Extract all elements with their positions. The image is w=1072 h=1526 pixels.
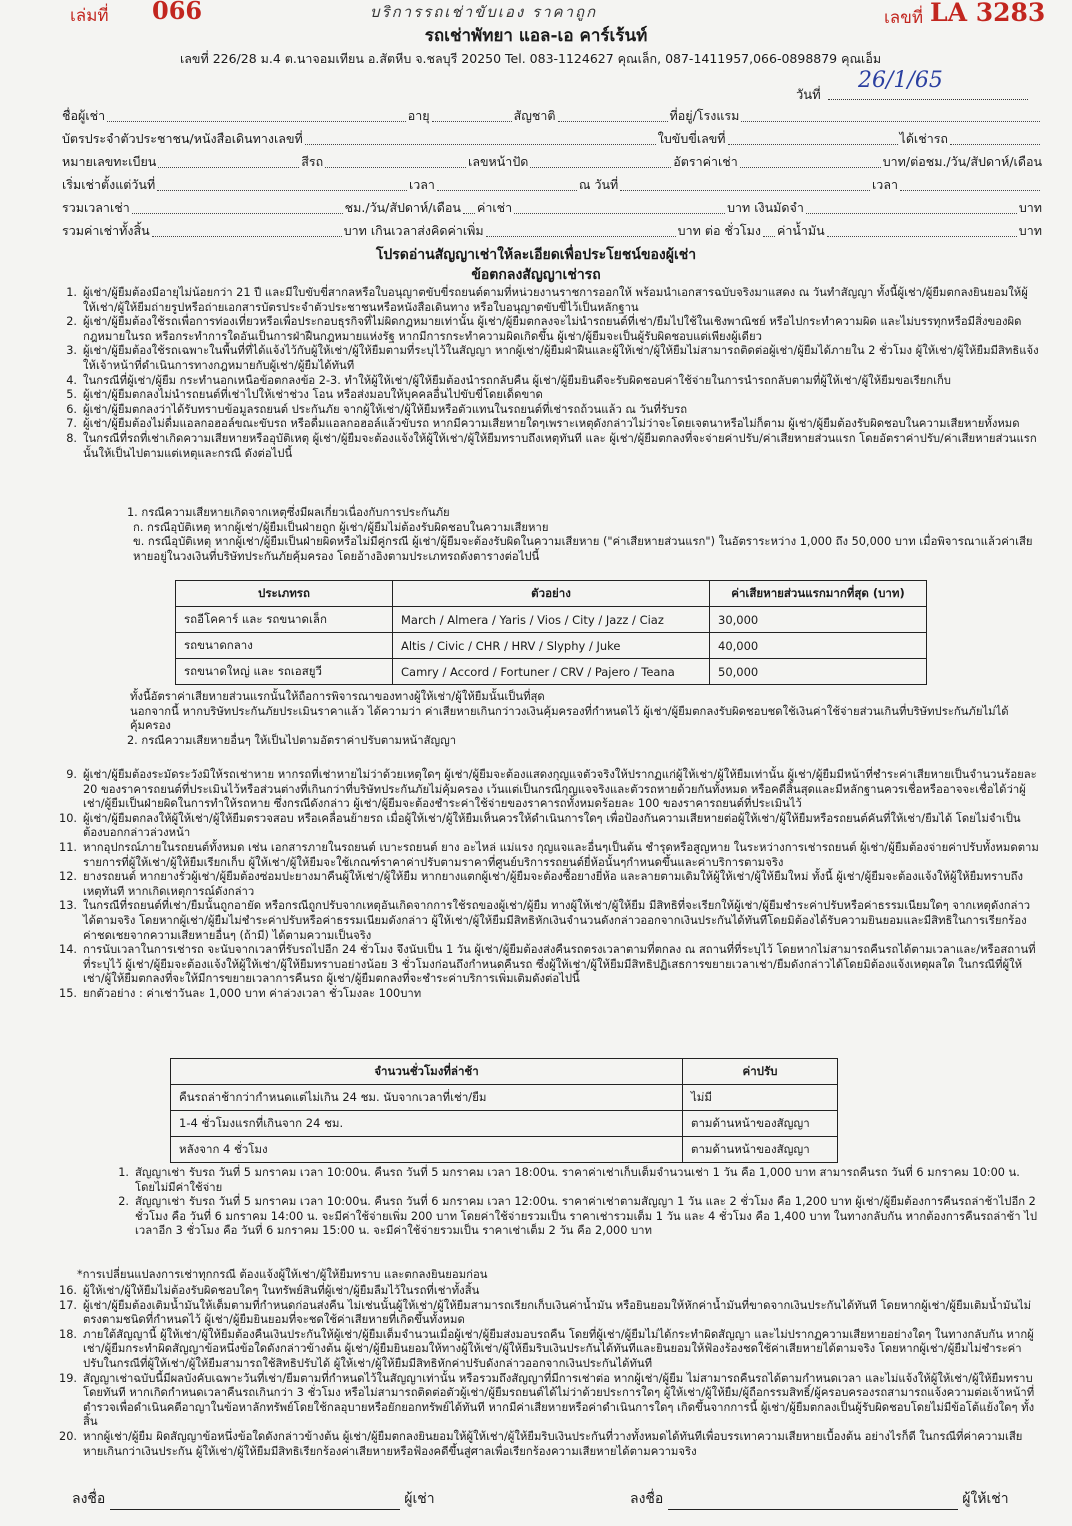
examples-list	[55, 1166, 1042, 1239]
term-text: ในกรณีที่รถยนต์ที่เช่า/ยืมนั้นถูกอายัด หรือกรณีถูกปรับจากเหตุอันเกิดจากการใช้รถของผู้เช่า/ผู้ยืม ทางผู้ให้เช่า/ผู้ให้ยืม มีสิทธิที่จะเรียกให้ผู้เช่า/ผู้ยืมชำระค่าปรับหรือค่าธรรมเนียมใดๆ จากเหตุดังกล่าวได้ตามจริง โดยหากผู้เช่า/ผู้ยืมไม่ชำระค่าปรับหรือค่าธรรมเนียมดังกล่าว ผู้ให้เช่า/ผู้ให้ยืมมีสิทธิหักเงินจำนวนดังกล่าวออกจากเงินประกันได้ทันทีโดยมิต้องได้รับความยินยอมและมีสิทธิในการเรียกร้องค่าชดเชยจากความเสียหายอื่นๆ (ถ้ามี) ได้ตามความเป็นจริง	[83, 899, 1031, 942]
term-number: 9.	[66, 768, 77, 781]
term8-sub-1a: ก. กรณีอุบัติเหตุ หากผู้เช่า/ผู้ยืมเป็นฝ่ายถูก ผู้เช่า/ผู้ยืมไม่ต้องรับผิดชอบในความเสียหาย	[133, 520, 549, 534]
odometer-field[interactable]	[530, 167, 671, 168]
term-text: ผู้เช่า/ผู้ยืมตกลงให้ผู้ให้เช่า/ผู้ให้ยืมตรวจสอบ หรือเคลื่อนย้ายรถ เมื่อผู้ให้เช่า/ผู้ให้ยืมเห็นควรให้ดำเนินการใดๆ เพื่อป้องกันความเสียหายต่อผู้ให้เช่า/ผู้ให้ยืมหรือรถยนต์คันที่ให้เช่า/ยืมได้ โดยไม่จำเป็นต้องบอกกล่าวล่วงหน้า	[83, 811, 1021, 840]
term-number: 19.	[59, 1371, 77, 1385]
term8-sub-1b: ข. กรณีอุบัติเหตุ หากผู้เช่า/ผู้ยืมเป็นฝ่ายผิดหรือไม่มีคู่กรณี ผู้เช่า/ผู้ยืมจะต้องรับผิดในความเสียหาย ("ค่าเสียหายส่วนแรก") ในอัตราระหว่าง 1,000 ถึง 50,000 บาท เมื่อพิจารณาแล้วค่าเสียหายอยู่ในวงเงินที่บริษัทประกันภัยคุ้มครอง โดยอ้างอิงตามประเภทรถดังตารางต่อไปนี้	[133, 535, 1033, 563]
form-row-duration	[62, 195, 1042, 218]
lessor-sign-label: ลงชื่อ	[630, 1491, 664, 1507]
plate-label: หมายเลขทะเบียน	[62, 154, 157, 169]
late-fee-table-header	[171, 1059, 838, 1085]
example-item	[107, 1195, 1042, 1239]
term-text: สัญญาเช่าฉบับนี้มีผลบังคับเฉพาะวันที่เช่า/ยืมตามที่กำหนดไว้ในสัญญาเท่านั้น หรือรวมถึงสัญญาที่มีการเช่าต่อ หากผู้เช่า/ผู้ยืม ไม่สามารถคืนรถได้ตามกำหนดเวลา และไม่แจ้งให้ผู้ให้เช่า/ผู้ให้ยืมทราบโดยทันที หากเกิดกำหนดเวลาคืนรถเกินกว่า 3 ชั่วโมง หรือไม่สามารถติดต่อตัวผู้เช่า/ผู้ยืมรถยนต์ได้ไม่ว่าด้วยประการใดๆ ผู้ให้เช่า/ผู้ให้ยืม/ผู้ถือกรรมสิทธิ์/ผู้ครอบครองรถสามารถแจ้งความต่อเจ้าหน้าที่ตำรวจเพื่อดำเนินคดีอาญาในข้อหาลักทรัพย์โดยใช้กลอุบายหรือยักยอกทรัพย์ได้ทันที หากมีค่าเสียหายหรือค่าดำเนินการใดๆ เกิดขึ้นจากการนี้ ผู้เช่า/ผู้ยืมตกลงเป็นผู้รับผิดชอบโดยไม่มีข้อโต้แย้งใดๆ ทั้งสิ้น	[83, 1371, 1035, 1429]
term-number: 8.	[66, 431, 77, 445]
renter-sign-label: ลงชื่อ	[72, 1491, 106, 1507]
deductible-cell: รถขนาดใหญ่ และ รถเอสยูวี	[176, 659, 393, 685]
term-text: หากผู้เช่า/ผู้ยืม ผิดสัญญาข้อหนึ่งข้อใดดังกล่าวข้างต้น ผู้เช่า/ผู้ยืมตกลงยินยอมให้ผู้ให้เช่า/ผู้ให้ยืมริบเงินประกันที่วางทั้งหมดได้ทันทีเพื่อบรรเทาความเสียหายเบื้องต้น อย่างไรก็ดี ในกรณีที่ค่าความเสียหายเกินกว่าเงินประกัน ผู้ให้เช่า/ผู้ให้ยืมมีสิทธิเรียกร้องค่าเสียหายหรือฟ้องคดีขึ้นสู่ศาลเพื่อเรียกร้องความเสียหายได้ตามความจริง	[83, 1429, 1023, 1458]
term-number: 17.	[59, 1298, 77, 1312]
deductible-cell: 40,000	[710, 633, 927, 659]
end-date-field[interactable]	[620, 190, 870, 191]
start-time-label: เวลา	[408, 177, 435, 192]
number-label: เลขที่	[884, 8, 924, 28]
deductible-cell: Altis / Civic / CHR / HRV / Slyphy / Juke	[393, 633, 710, 659]
color-field[interactable]	[325, 167, 466, 168]
term-text: หากอุปกรณ์ภายในรถยนต์ทั้งหมด เช่น เอกสารภายในรถยนต์ เบาะรถยนต์ ยาง อะไหล่ แม่แรง กุญแจและอื่นๆเป็นต้น ชำรุดหรือสูญหาย ในระหว่างการเช่ารถยนต์ ผู้เช่า/ผู้ยืมต้องจ่ายค่าปรับทั้งหมดตามรายการที่ผู้ให้เช่า/ผู้ให้ยืมเรียกเก็บ ผู้ให้เช่า/ผู้ให้ยืมจะใช้เกณฑ์ราคาค่าปรับตามราคาที่ศูนย์บริการรถยนต์ยี่ห้อนั้นๆกำหนดขึ้นและค่าบริการตามจริง	[83, 840, 1039, 869]
late-fee-row	[171, 1085, 838, 1111]
rate-label: อัตราค่าเช่า	[673, 154, 738, 169]
late-fee-cell: ตามด้านหน้าของสัญญา	[683, 1111, 838, 1137]
term8-subitems	[55, 506, 1040, 564]
deductible-cell: Camry / Accord / Fortuner / CRV / Pajero / Teana	[393, 659, 710, 685]
col-max-deductible: ค่าเสียหายส่วนแรกมากที่สุด (บาท)	[710, 581, 927, 607]
lessor-signature-line[interactable]	[668, 1495, 958, 1510]
term-item	[55, 417, 1040, 432]
col-late-hours: จำนวนชั่วโมงที่ล่าช้า	[171, 1059, 683, 1085]
term-item	[55, 374, 1040, 389]
form-row-id	[62, 126, 1042, 149]
deductible-cell: รถขนาดกลาง	[176, 633, 393, 659]
service-banner: บริการรถเช่าขับเอง ราคาถูก	[370, 3, 598, 21]
fuel-field[interactable]	[827, 236, 1017, 237]
deposit-label: บาท เงินมัดจำ	[727, 200, 804, 215]
example-text: สัญญาเช่า รับรถ วันที่ 5 มกราคม เวลา 10:00น. คืนรถ วันที่ 5 มกราคม เวลา 18:00น. ราคาค่าเช่าเก็บเต็มจำนวนเช่า 1 วัน คือ 1,000 บาท สามารถคืนรถ วันที่ 6 มกราคม 10:00 น. โดยไม่มีค่าใช้จ่าย	[135, 1166, 1020, 1194]
term-text: ยกตัวอย่าง : ค่าเช่าวันละ 1,000 บาท ค่าล่วงเวลา ชั่วโมงละ 100บาท	[83, 986, 422, 1000]
term-text: ผู้เช่า/ผู้ยืมต้องมีอายุไม่น้อยกว่า 21 ปี และมีใบขับขี่สากลหรือใบอนุญาตขับขี่รถยนต์ตามที่หน่วยงานราชการออกให้ พร้อมนำเอกสารฉบับจริงมาแสดง ณ วันทำสัญญา ทั้งนี้ผู้เช่า/ผู้ยืมตกลงยินยอมให้ผู้ให้เช่า/ผู้ให้ยืมถ่ายรูปหรือถ่ายเอกสารบัตรประจำตัวประชาชนหรือหนังสือเดินทาง หรือใบอนุญาตขับขี่ไว้เป็นหลักฐาน	[83, 286, 1028, 314]
term-text: ในกรณีที่ผู้เช่า/ผู้ยืม กระทำนอกเหนือข้อตกลงข้อ 2-3. ทำให้ผู้ให้เช่า/ผู้ให้ยืมต้องนำรถกลับคืน ผู้เช่า/ผู้ยืมยินดีจะรับผิดชอบค่าใช้จ่ายในการนำรถกลับตามที่ผู้ให้เช่า/ผู้ให้ยืมขอเรียกเก็บ	[83, 373, 951, 387]
overtime-label: บาท เกินเวลาส่งคิดค่าเพิ่ม	[343, 223, 484, 238]
term-item	[55, 943, 1040, 987]
nationality-label: สัญชาติ	[513, 108, 556, 123]
term-item	[55, 1328, 1040, 1372]
id-card-label: บัตรประจำตัวประชาชน/หนังสือเดินทางเลขที่	[62, 131, 303, 146]
term8-sub-1: 1. กรณีความเสียหายเกิดจากเหตุซึ่งมีผลเกี่ยวเนื่องกับการประกันภัย	[127, 506, 450, 519]
duration-unit-label: ชม./วัน/สัปดาห์/เดือน	[344, 200, 461, 215]
term-item	[55, 1430, 1040, 1459]
term-number: 2.	[66, 315, 77, 329]
deductible-row	[176, 633, 927, 659]
term-item	[55, 432, 1040, 461]
rental-form	[62, 103, 1042, 241]
col-car-type: ประเภทรถ	[176, 581, 393, 607]
per-hour-label: บาท ต่อ ชั่วโมง	[677, 223, 761, 238]
end-time-field[interactable]	[900, 190, 1040, 191]
rent-field[interactable]	[514, 213, 725, 214]
col-examples: ตัวอย่าง	[393, 581, 710, 607]
renter-name-field[interactable]	[107, 121, 406, 122]
term-item	[55, 403, 1040, 418]
age-label: อายุ	[407, 108, 430, 123]
term-number: 11.	[59, 840, 77, 854]
after-table1	[55, 690, 1040, 748]
late-fee-table-body	[171, 1085, 838, 1163]
term-item	[55, 388, 1040, 403]
term-number: 3.	[66, 344, 77, 358]
term-number: 1.	[66, 286, 77, 299]
nationality-field[interactable]	[558, 121, 668, 122]
deductible-cell: March / Almera / Yaris / Vios / City / Jazz / Ciaz	[393, 607, 710, 633]
renter-signature-line[interactable]	[110, 1495, 400, 1510]
term-number: 14.	[59, 943, 77, 957]
term-item	[55, 344, 1040, 373]
term-item	[55, 899, 1040, 943]
date-line	[828, 99, 1028, 100]
examples-note: *การเปลี่ยนแปลงการเช่าทุกกรณี ต้องแจ้งผู้ให้เช่า/ผู้ให้ยืมทราบ และตกลงยินยอมก่อน	[77, 1268, 488, 1281]
id-card-field[interactable]	[305, 144, 656, 145]
term-text: ผู้เช่า/ผู้ยืมต้องเติมน้ำมันให้เต็มตามที่กำหนดก่อนส่งคืน ไม่เช่นนั้นผู้ให้เช่า/ผู้ให้ยืมสามารถเรียกเก็บเงินค่าน้ำมัน หรือยินยอมให้หักค่าน้ำมันที่ขาดจากเงินประกันได้ทันที โดยหากผู้เช่า/ผู้ยืมเติมน้ำมันไม่ตรงตามชนิดที่กำหนดไว้ ผู้เช่า/ผู้ยืมยินยอมที่จะชดใช้ค่าเสียหายที่เกิดขึ้นทั้งหมด	[83, 1298, 1032, 1327]
term-number: 20.	[59, 1429, 77, 1443]
duration-field[interactable]	[132, 213, 343, 214]
late-fee-cell: คืนรถล่าช้ากว่ากำหนดแต่ไม่เกิน 24 ชม. นับจากเวลาที่เช่า/ยืม	[171, 1085, 683, 1111]
term-item	[55, 315, 1040, 344]
late-fee-row	[171, 1137, 838, 1163]
term-item	[55, 1299, 1040, 1328]
renter-signature	[72, 1488, 435, 1510]
age-field[interactable]	[432, 121, 512, 122]
overtime-field[interactable]	[486, 236, 676, 237]
after-table1-line-2: นอกจากนี้ หากบริษัทประกันภัยประเมินราคาแล้ว ได้ความว่า ค่าเสียหายเกินกว่าวงเงินคุ้มครองที่กำหนดไว้ ผู้เช่า/ผู้ยืมตกลงรับผิดชอบชดใช้เงินค่าใช้จ่ายส่วนเกินที่บริษัทประกันภัยไม่ได้คุ้มครอง	[130, 704, 1009, 733]
license-field[interactable]	[728, 144, 898, 145]
start-date-label: เริ่มเช่าตั้งแต่วันที่	[62, 177, 156, 192]
term-number: 5.	[66, 388, 77, 402]
contract-number-value: 3283	[975, 0, 1046, 27]
spacer	[463, 213, 475, 214]
form-row-period	[62, 172, 1042, 195]
late-fee-table	[170, 1058, 838, 1163]
term-item	[55, 841, 1040, 870]
term-item	[55, 768, 1040, 812]
fuel-unit-label: บาท	[1018, 223, 1042, 238]
term-text: ผู้เช่า/ผู้ยืมต้องใช้รถเพื่อการท่องเที่ยวหรือเพื่อประกอบธุรกิจที่ไม่ผิดกฎหมายเท่านั้น ผู้เช่า/ผู้ยืมตกลงจะไม่นำรถยนต์ที่เช่า/ยืมไปใช้ในเชิงพาณิชย์ หรือไปกระทำความผิด และไม่บรรทุกหรือมีสิ่งของผิดกฎหมายในรถ หรือกระทำการใดอันเป็นการฝ่าฝืนกฎหมายแห่งรัฐ หากมีการกระทำความผิดเกิดขึ้น ผู้เช่า/ผู้ยืมจะเป็นผู้รับผิดชอบแต่เพียงผู้เดียว	[83, 315, 1022, 343]
example-number: 2.	[118, 1195, 129, 1209]
renter-label: ผู้เช่า	[404, 1491, 435, 1507]
term-number: 7.	[66, 417, 77, 431]
term-item	[55, 812, 1040, 841]
deductible-row	[176, 607, 927, 633]
license-label: ใบขับขี่เลขที่	[657, 131, 726, 146]
deductible-cell: รถอีโคคาร์ และ รถขนาดเล็ก	[176, 607, 393, 633]
address-label: ที่อยู่/โรงแรม	[669, 108, 740, 123]
late-fee-row	[171, 1111, 838, 1137]
term-number: 12.	[59, 870, 77, 884]
color-label: สีรถ	[301, 154, 324, 169]
end-time-label: เวลา	[872, 177, 899, 192]
book-label: เล่มที่	[70, 6, 109, 26]
start-date-field[interactable]	[157, 190, 407, 191]
lessor-signature	[630, 1488, 1009, 1510]
late-fee-cell: หลังจาก 4 ชั่วโมง	[171, 1137, 683, 1163]
example-text: สัญญาเช่า รับรถ วันที่ 5 มกราคม เวลา 10:00น. คืนรถ วันที่ 6 มกราคม เวลา 12:00น. ราคาค่าเช่าตามสัญญา 1 วัน และ 2 ชั่วโมง คือ 1,200 บาท ผู้เช่า/ผู้ยืมต้องการคืนรถล่าช้าไปอีก 2 ชั่วโมง คือ วันที่ 6 มกราคม 14:00 น. จะมีค่าใช้จ่ายเพิ่ม 200 บาท โดยค่าใช้จ่ายรวมเป็น ราคาเช่ารวมเต็ม 1 วัน และ 4 ชั่วโมง คือ 1,400 บาท ในทางกลับกัน หากต้องการคืนรถล่าช้า ไปเวลาอีก 3 ชั่วโมง คือ วันที่ 6 มกราคม 15:00 น. จะมีค่าใช้จ่ายรวมเป็น ราคาเช่าเต็ม 2 วัน คือ 2,000 บาท	[135, 1195, 1037, 1238]
term-text: ผู้ให้เช่า/ผู้ให้ยืมไม่ต้องรับผิดชอบใดๆ ในทรัพย์สินที่ผู้เช่า/ผู้ยืมลืมไว้ในรถที่เช่าทั้งสิ้น	[83, 1284, 480, 1297]
lessor-label: ผู้ให้เช่า	[962, 1491, 1009, 1507]
read-notice-title: โปรดอ่านสัญญาเช่าให้ละเอียดเพื่อประโยชน์ของผู้เช่า	[375, 247, 697, 263]
address-field[interactable]	[741, 121, 1040, 122]
term-number: 4.	[66, 373, 77, 387]
form-row-renter	[62, 103, 1042, 126]
term-text: ในกรณีที่รถที่เช่าเกิดความเสียหายหรืออุบัติเหตุ ผู้เช่า/ผู้ยืมจะต้องแจ้งให้ผู้ให้เช่า/ผู้ให้ยืมทราบถึงเหตุทันที และ ผู้เช่า/ผู้ยืมตกลงที่จะจ่ายค่าปรับ/ค่าเสียหายส่วนแรก โดยอัตราค่าปรับ/ค่าเสียหายส่วนแรก นั้นให้เป็นไปตามแต่เหตุและกรณี ดังต่อไปนี้	[83, 431, 1037, 460]
terms-list-c	[55, 1284, 1040, 1459]
term-text: ผู้เช่า/ผู้ยืมตกลงไม่นำรถยนต์ที่เช่าไปให้เช่าช่วง โอน หรือส่งมอบให้บุคคลอื่นไปขับขี่โดยเด็ดขาด	[83, 388, 543, 402]
terms-list-a	[55, 286, 1040, 461]
col-penalty: ค่าปรับ	[683, 1059, 838, 1085]
term-text: ผู้เช่า/ผู้ยืมต้องระมัดระวังมิให้รถเช่าหาย หากรถที่เช่าหายไม่ว่าด้วยเหตุใดๆ ผู้เช่า/ผู้ยืมจะต้องแสดงกุญแจตัวจริงให้ปรากฏแก่ผู้ให้เช่า/ผู้ให้ยืมเท่านั้น ผู้เช่า/ผู้ยืมมีหน้าที่ชำระค่าเสียหายเป็นจำนวนร้อยละ 20 ของราคารถยนต์ที่ประเมินไว้หรือส่วนต่างที่เกินกว่าที่บริษัทประกันภัยไม่คุ้มครอง เว้นแต่เป็นกรณีกุญแจจริงและตัวรถหายด้วยกันทั้งหมด หรือคดีสิ้นสุดและมีหลักฐานควรเชื่อหรืออาจจะเชื่อได้ว่าผู้เช่า/ผู้ยืมเป็นฝ่ายผิดในการทำให้รถหาย ซึ่งกรณีดังกล่าว ผู้เช่า/ผู้ยืมจะต้องชำระค่าใช้จ่ายของราคารถทั้งหมดร้อยละ 100 ของราคารถยนต์ที่ประเมินไว้	[83, 768, 1037, 811]
rented-car-label: ได้เช่ารถ	[899, 131, 948, 146]
start-time-field[interactable]	[437, 190, 577, 191]
rate-unit-label: บาท/ต่อชม./วัน/สัปดาห์/เดือน	[882, 154, 1042, 169]
rate-field[interactable]	[740, 167, 881, 168]
deductible-table-header	[176, 581, 927, 607]
deposit-field[interactable]	[806, 213, 1017, 214]
term-text: ยางรถยนต์ หากยางรั่วผู้เช่า/ผู้ยืมต้องซ่อมปะยางมาคืนผู้ให้เช่า/ผู้ให้ยืม หากยางแตกผู้เช่า/ผู้ยืมจะต้องซื้อยางยี่ห้อ และลายตามเดิมให้ผู้ให้เช่า/ผู้ให้ยืมใหม่ ทั้งนี้ ผู้เช่า/ผู้ยืมจะต้องแจ้งให้ผู้ให้ยืมทราบถึงเหตุทันที หากเกิดเหตุการณ์ดังกล่าว	[83, 870, 1024, 898]
after-table1-line-3: 2. กรณีความเสียหายอื่นๆ ให้เป็นไปตามอัตราค่าปรับตามหน้าสัญญา	[127, 733, 457, 747]
company-name: รถเช่าพัทยา แอล-เอ คาร์เร้นท์	[424, 26, 648, 46]
term-item	[55, 1284, 1040, 1299]
deductible-cell: 30,000	[710, 607, 927, 633]
contract-number-prefix: LA	[930, 0, 967, 27]
spacer	[763, 236, 775, 237]
term-text: ผู้เช่า/ผู้ยืมต้องไม่ดื่มแอลกอฮอล์ขณะขับรถ หรือดื่มแอลกอฮอล์แล้วขับรถ หากมีความเสียหายใดๆเพราะเหตุดังกล่าวไม่ว่าจะโดยเจตนาหรือไม่ก็ตาม ผู้เช่า/ผู้ยืมต้องรับผิดชอบในความเสียหายทั้งหมด	[83, 417, 1020, 431]
term-item	[55, 286, 1040, 315]
date-handwritten[interactable]: 26/1/65	[858, 68, 943, 93]
term-text: ผู้เช่า/ผู้ยืมตกลงว่าได้รับทราบข้อมูลรถยนต์ ประกันภัย จากผู้ให้เช่า/ผู้ให้ยืมหรือตัวแทนในรถยนต์ที่เช่ารถถ้วนแล้ว ณ วันที่รับรถ	[83, 402, 688, 416]
term-number: 6.	[66, 402, 77, 416]
form-row-total	[62, 218, 1042, 241]
term-number: 16.	[59, 1284, 77, 1297]
example-number: 1.	[118, 1166, 129, 1179]
fuel-label: ค่าน้ำมัน	[776, 223, 825, 238]
terms-list-b	[55, 768, 1040, 1002]
term-number: 13.	[59, 899, 77, 913]
deposit-unit-label: บาท	[1018, 200, 1043, 215]
late-fee-cell: 1-4 ชั่วโมงแรกที่เกินจาก 24 ชม.	[171, 1111, 683, 1137]
deductible-table-body	[176, 607, 927, 685]
date-label: วันที่	[796, 88, 821, 103]
company-address: เลขที่ 226/28 ม.4 ต.นาจอมเทียน อ.สัตหีบ จ.ชลบุรี 20250 Tel. 083-1124627 คุณเล็ก, 087-1411957,066-0898879 คุณเอ็ม	[180, 51, 882, 66]
term-text: ภายใต้สัญญานี้ ผู้ให้เช่า/ผู้ให้ยืมต้องคืนเงินประกันให้ผู้เช่า/ผู้ยืมเต็มจำนวนเมื่อผู้เช่า/ผู้ยืมส่งมอบรถคืน โดยที่ผู้เช่า/ผู้ยืมไม่ได้กระทำผิดสัญญา และไม่ปรากฏความเสียหายอย่างใดๆ ในทางกลับกัน หากผู้เช่า/ผู้ยืมกระทำผิดสัญญาข้อหนึ่งข้อใดดังกล่าวข้างต้น ผู้เช่า/ผู้ยืมยินยอมให้ทางผู้ให้เช่า/ผู้ให้ยืมริบเงินประกันได้ทันทีและยินยอมให้ฟ้องร้องชดใช้ค่าเสียหายได้ตามจริง โดยหากผู้เช่า/ผู้ยืมไม่ชำระค่าปรับในกรณีที่ผู้ให้เช่า/ผู้ให้ยืมสามารถใช้สิทธิปรับได้ ผู้ให้เช่า/ผู้ให้ยืมมีสิทธิหักค่าปรับดังกล่าวออกจากเงินประกันได้ทันที	[83, 1327, 1034, 1370]
term-number: 10.	[59, 811, 77, 825]
after-table1-line-1: ทั้งนี้อัตราค่าเสียหายส่วนแรกนั้นให้ถือการพิจารณาของทางผู้ให้เช่า/ผู้ให้ยืมนั้นเป็นที่สุด	[130, 690, 545, 703]
end-date-label: ณ วันที่	[578, 177, 619, 192]
example-item	[107, 1166, 1042, 1195]
deductible-row	[176, 659, 927, 685]
late-fee-cell: ตามด้านหน้าของสัญญา	[683, 1137, 838, 1163]
term-item	[55, 870, 1040, 899]
term-text: ผู้เช่า/ผู้ยืมต้องใช้รถเฉพาะในพื้นที่ที่ได้แจ้งไว้กับผู้ให้เช่า/ผู้ให้ยืมตามที่ระบุไว้ในสัญญา หากผู้เช่า/ผู้ยืมฝ่าฝืนและผู้ให้เช่า/ผู้ให้ยืมไม่สามารถติดต่อผู้เช่า/ผู้ยืมได้ภายใน 2 ชั่วโมง ผู้ให้เช่า/ผู้ให้ยืมมีสิทธิแจ้งให้เจ้าหน้าที่ดำเนินการทางกฎหมายกับผู้เช่า/ผู้ยืมได้ทันที	[83, 344, 1039, 372]
duration-label: รวมเวลาเช่า	[62, 200, 130, 215]
terms-title: ข้อตกลงสัญญาเช่ารถ	[471, 267, 601, 283]
term-number: 15.	[59, 986, 77, 1000]
deductible-cell: 50,000	[710, 659, 927, 685]
renter-name-label: ชื่อผู้เช่า	[62, 108, 106, 123]
book-number: 066	[152, 0, 203, 25]
term-item	[55, 1372, 1040, 1430]
odometer-label: เลขหน้าปัด	[468, 154, 529, 169]
total-label: รวมค่าเช่าทั้งสิ้น	[62, 223, 150, 238]
total-field[interactable]	[152, 236, 342, 237]
term-item	[55, 987, 1040, 1002]
rented-car-field[interactable]	[950, 144, 1040, 145]
rent-label: ค่าเช่า	[476, 200, 513, 215]
term-text: การนับเวลาในการเช่ารถ จะนับจากเวลาที่รับรถไปอีก 24 ชั่วโมง จึงนับเป็น 1 วัน ผู้เช่า/ผู้ยืมต้องส่งคืนรถตรงเวลาตามที่ตกลง ณ สถานที่ที่ระบุไว้ โดยหากไม่สามารถคืนรถได้ตามเวลาและ/หรือสถานที่ที่ระบุไว้ ผู้เช่า/ผู้ยืมจะต้องแจ้งให้ผู้ให้เช่า/ผู้ให้ยืมทราบอย่างน้อย 3 ชั่วโมงก่อนถึงกำหนดคืนรถ ซึ่งผู้ให้เช่า/ผู้ให้ยืมมีสิทธิปฏิเสธการขยายเวลาเช่า/ยืมดังกล่าวได้โดยมิต้องแจ้งเหตุผลใด ในกรณีที่ผู้ให้เช่า/ผู้ให้ยืมตกลงที่จะให้มีการขยายเวลาการคืนรถ ผู้เช่า/ผู้ยืมตกลงที่จะชำระค่าบริการเพิ่มเติมดังต่อไปนี้	[83, 943, 1036, 986]
late-fee-cell: ไม่มี	[683, 1085, 838, 1111]
deductible-table	[175, 580, 927, 685]
plate-field[interactable]	[158, 167, 299, 168]
term-number: 18.	[59, 1327, 77, 1341]
form-row-car	[62, 149, 1042, 172]
